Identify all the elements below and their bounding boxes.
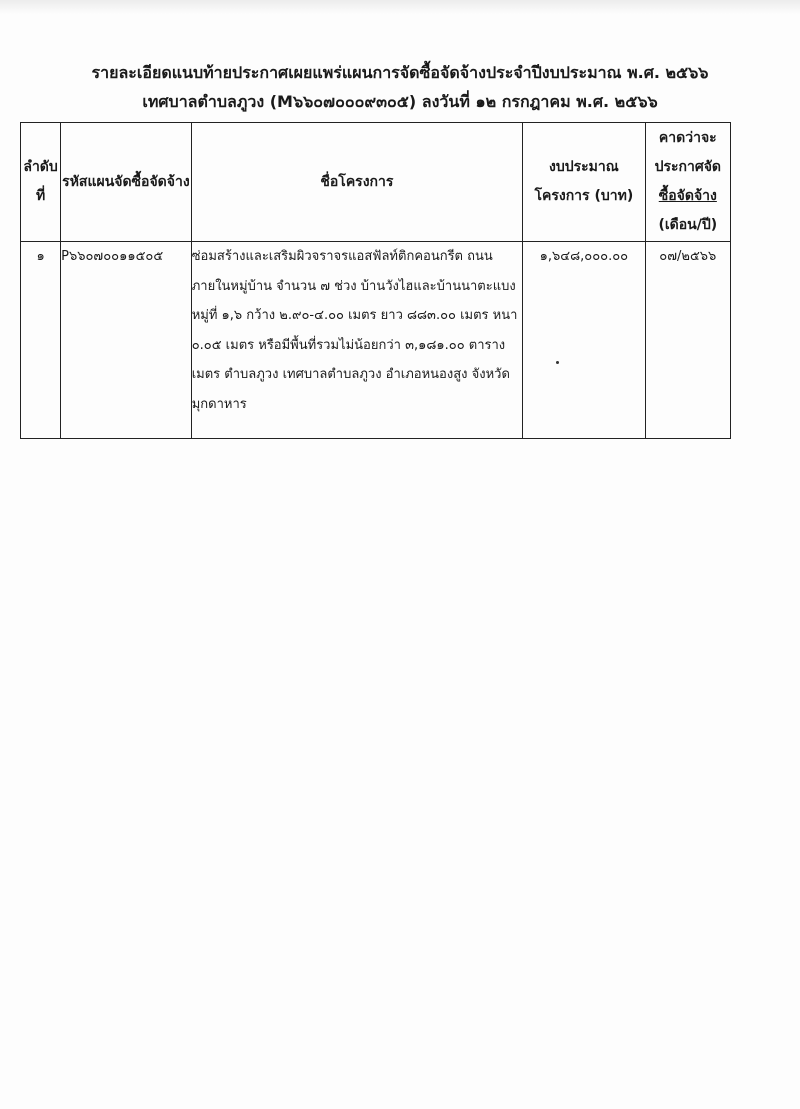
header-expected-month-line1: คาดว่าจะประกาศจัด: [654, 130, 722, 175]
table-row: [21, 242, 731, 439]
row-no: ๑: [21, 242, 61, 439]
scan-top-edge: [0, 0, 800, 14]
header-budget: งบประมาณโครงการ (บาท): [523, 123, 646, 242]
header-expected-month: [645, 123, 730, 242]
row-budget: ๑,๖๔๘,๐๐๐.๐๐: [539, 249, 629, 264]
header-project-name: ชื่อโครงการ: [191, 123, 522, 242]
scan-speck: [556, 361, 559, 364]
row-project-name: ซ่อมสร้างและเสริมผิวจราจรแอสฟัลท์ติกคอนกรีต ถนนภายในหมู่บ้าน จำนวน ๗ ช่วง บ้านวังไฮและบ้านนาตะแบง หมู่ที่ ๑,๖ กว้าง ๒.๙๐-๔.๐๐ เมตร ยาว ๘๘๓.๐๐ เมตร หนา ๐.๐๕ เมตร หรือมีพื้นที่รวมไม่น้อยกว่า ๓,๑๘๑.๐๐ ตารางเมตร ตำบลภูวง เทศบาลตำบลภูวง อำเภอหนองสูง จังหวัดมุกดาหาร: [191, 242, 522, 439]
document-title: รายละเอียดแนบท้ายประกาศเผยแพร่แผนการจัดซื้อจัดจ้างประจำปีงบประมาณ พ.ศ. ๒๕๖๖: [91, 63, 709, 82]
row-expected-month: ๐๗/๒๕๖๖: [645, 242, 730, 439]
row-plan-code: P๖๖๐๗๐๐๑๑๕๐๕: [61, 242, 192, 439]
procurement-plan-table: [20, 122, 731, 439]
table-header-row: [21, 123, 731, 242]
row-budget-cell: [523, 242, 646, 439]
document-subtitle: เทศบาลตำบลภูวง (M๖๖๐๗๐๐๐๙๓๐๕) ลงวันที่ ๑๒ กรกฎาคม พ.ศ. ๒๕๖๖: [142, 92, 658, 111]
header-no: ลำดับที่: [21, 123, 61, 242]
header-plan-code: รหัสแผนจัดซื้อจัดจ้าง: [61, 123, 192, 242]
header-expected-month-line2: ซื้อจัดจ้าง: [658, 188, 717, 204]
header-expected-month-line3: (เดือน/ปี): [658, 217, 718, 233]
